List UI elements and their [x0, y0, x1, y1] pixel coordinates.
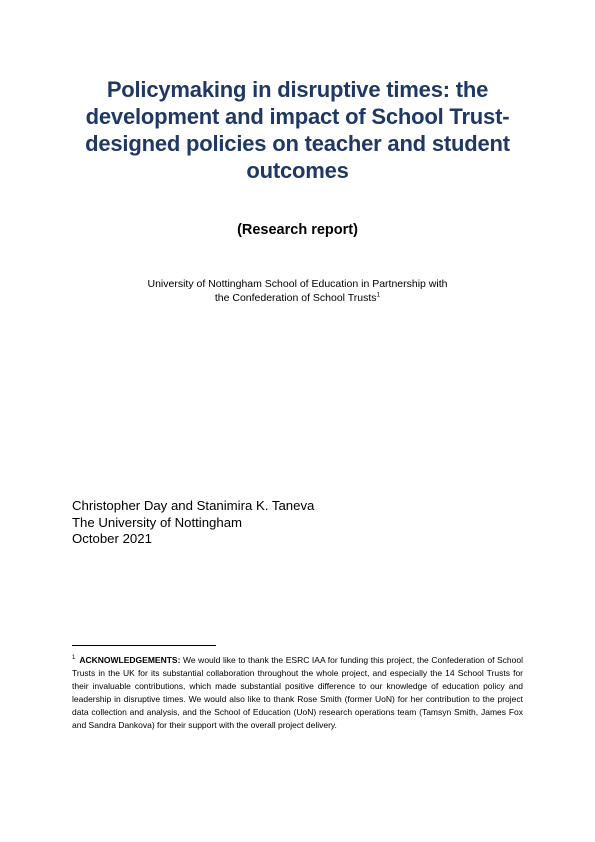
affiliation-line-2	[60, 291, 535, 305]
institution: The University of Nottingham	[72, 514, 243, 530]
footnote-number: 1	[72, 655, 76, 662]
affiliation-line-2-text: the Confederation of School Trusts	[214, 292, 377, 304]
affiliation-line-1: University of Nottingham School of Education in Partnership with	[147, 278, 448, 290]
footnote-separator	[72, 645, 216, 646]
authors-block	[72, 498, 314, 548]
footnote-reference[interactable]: 1	[376, 291, 381, 299]
publication-date: October 2021	[72, 531, 152, 546]
footnote	[72, 654, 523, 731]
authors: Christopher Day and Stanimira K. Taneva	[72, 498, 315, 513]
report-subtitle: (Research report)	[237, 222, 358, 238]
affiliation	[60, 277, 535, 305]
footnote-label: ACKNOWLEDGEMENTS:	[79, 655, 181, 665]
report-title: Policymaking in disruptive times: the development and impact of School Trust-designed policies on teacher and student outcomes	[85, 77, 510, 183]
footnote-text: We would like to thank the ESRC IAA for funding this project, the Confederation of School Trusts in the UK for its substantial collaboration throughout the whole project, and especially the 14 School Trusts for their invaluable contributions, which made substantial positive difference to our knowledge of education policy and leadership in disruptive times. We would also like to thank Rose Smith (former UoN) for her contribution to the project data collection and analysis, and the School of Education (UoN) research operations team (Tamsyn Smith, James Fox and Sandra Dankova) for their support with the overall project delivery.	[72, 655, 523, 730]
